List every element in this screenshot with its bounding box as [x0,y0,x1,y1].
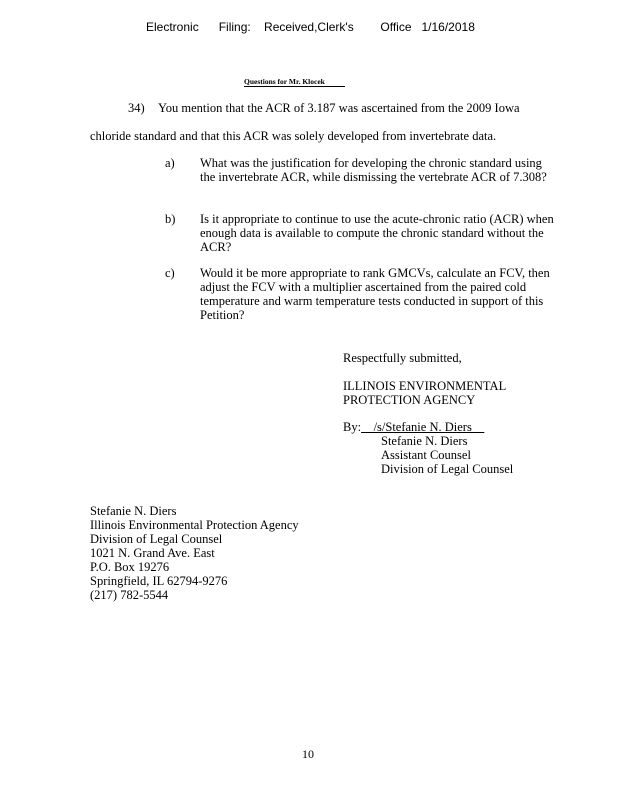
signer-title: Assistant Counsel [381,448,471,462]
filing-header: Electronic Filing: Received,Clerk's Office 1/16/2018 [146,20,475,34]
closing-text: Respectfully submitted, [343,351,462,365]
address-line: P.O. Box 19276 [90,560,170,574]
address-line: Springfield, IL 62794-9276 [90,574,228,588]
question-continuation: chloride standard and that this ACR was solely developed from invertebrate data. [90,129,497,143]
address-line: Division of Legal Counsel [90,532,223,546]
agency-name-line2: PROTECTION AGENCY [343,393,476,407]
question-intro [128,101,520,115]
item-text: What was the justification for developing the chronic standard using the invertebrate ACR, while dismissing the vertebrate ACR of 7.308? [200,156,547,184]
item-letter: c) [165,266,175,280]
signer-division: Division of Legal Counsel [381,462,514,476]
item-text: Is it appropriate to continue to use the acute-chronic ratio (ACR) when enough data is available to compute the chronic standard without the ACR? [200,212,554,254]
by-label: By: [343,420,362,434]
electronic-signature: /s/Stefanie N. Diers [361,420,485,434]
agency-name-line1: ILLINOIS ENVIRONMENTAL [343,379,507,393]
address-line: Illinois Environmental Protection Agency [90,518,299,532]
page-number: 10 [302,747,314,761]
address-line: 1021 N. Grand Ave. East [90,546,215,560]
section-title: Questions for Mr. Klocek [244,77,345,87]
question-intro-text: You mention that the ACR of 3.187 was ascertained from the 2009 Iowa [158,101,520,115]
question-number: 34) [128,101,145,115]
phone-number: (217) 782-5544 [90,588,169,602]
item-letter: a) [165,156,175,170]
signer-name: Stefanie N. Diers [381,434,468,448]
address-line: Stefanie N. Diers [90,504,177,518]
signature-line [343,420,484,434]
item-letter: b) [165,212,176,226]
item-text: Would it be more appropriate to rank GMCVs, calculate an FCV, then adjust the FCV with a multiplier ascertained from the paired cold temperature and warm temperature tests conducted in support of this Petition? [200,266,550,322]
